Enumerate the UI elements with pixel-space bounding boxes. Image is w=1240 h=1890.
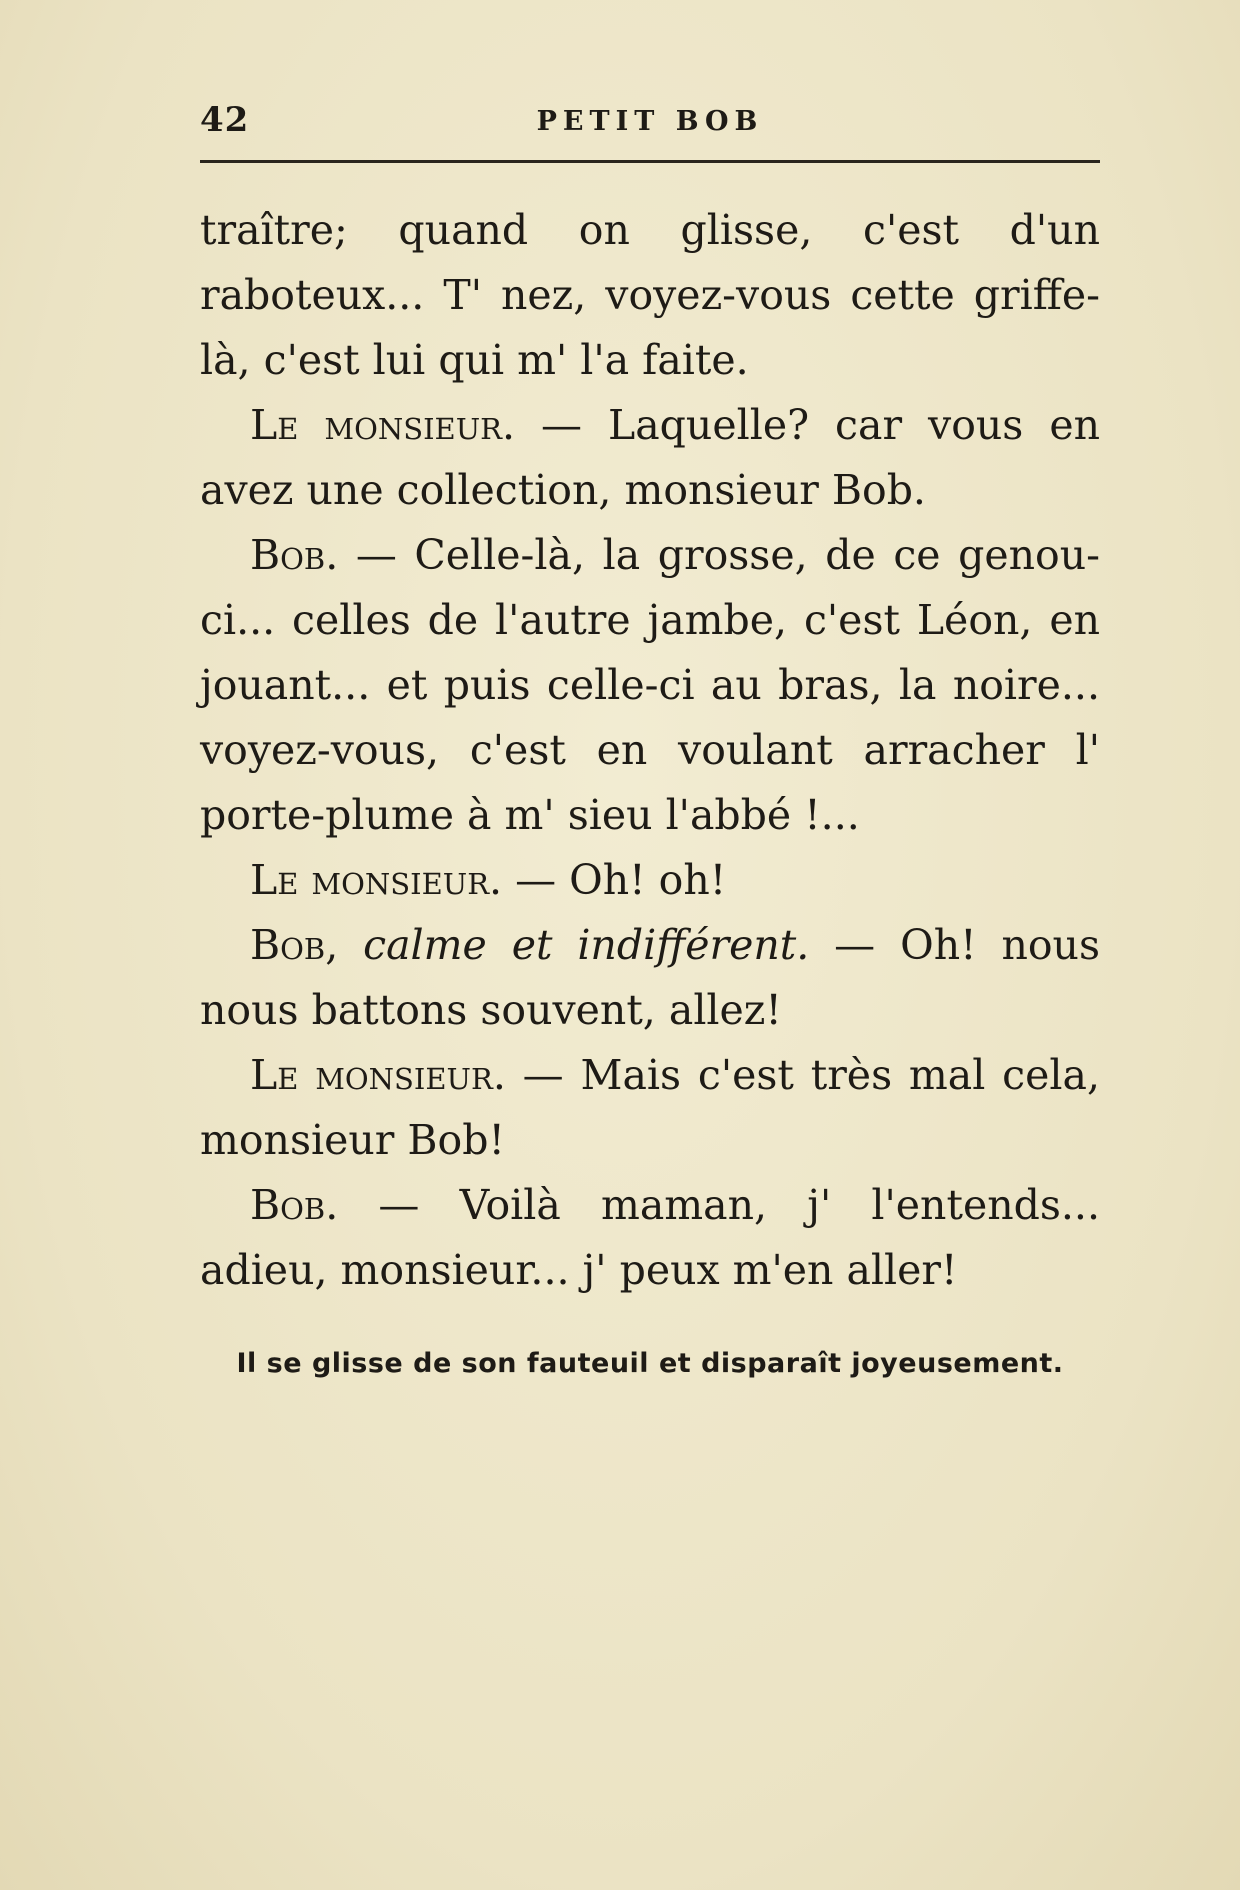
paragraph-text: traître; quand on glisse, c'est d'un raboteux... T' nez, voyez-vous cette griffe-là, c'est lui qui m' l'a faite. bbox=[200, 206, 1100, 384]
speaker-direction: calme et indifférent. bbox=[338, 921, 810, 969]
page-number: 42 bbox=[200, 100, 250, 140]
dialogue-text: — Mais c'est très mal cela, monsieur Bob! bbox=[200, 1051, 1100, 1164]
running-title: PETIT BOB bbox=[536, 106, 764, 137]
dialogue-line bbox=[200, 523, 1100, 848]
page-header bbox=[200, 100, 1100, 140]
speaker-name: Bob. bbox=[250, 1181, 339, 1229]
dialogue-text: — Celle-là, la grosse, de ce genou-ci... celles de l'autre jambe, c'est Léon, en jouant... et puis celle-ci au bras, la noire... voyez-vous, c'est en voulant arracher l' porte-plume à m' sieu l'abbé !... bbox=[200, 531, 1100, 839]
speaker-name: Bob. bbox=[250, 531, 339, 579]
dialogue-line bbox=[200, 1043, 1100, 1173]
header-rule bbox=[200, 160, 1100, 163]
dialogue-text: — Oh! oh! bbox=[502, 856, 727, 904]
dialogue-text: — Voilà maman, j' l'entends... adieu, monsieur... j' peux m'en aller! bbox=[200, 1181, 1100, 1294]
speaker-name: Le monsieur. bbox=[250, 856, 503, 904]
speaker-name: Bob, bbox=[250, 921, 339, 969]
dialogue-text: — Laquelle? car vous en avez une collection, monsieur Bob. bbox=[200, 401, 1100, 514]
speaker-name: Le monsieur. bbox=[250, 401, 516, 449]
dialogue-line bbox=[200, 848, 1100, 913]
dialogue-text: — Oh! nous nous battons souvent, allez! bbox=[200, 921, 1100, 1034]
speaker-name: Le monsieur. bbox=[250, 1051, 506, 1099]
dialogue-line bbox=[200, 393, 1100, 523]
paragraph bbox=[200, 198, 1100, 393]
stage-direction: Il se glisse de son fauteuil et disparaît joyeusement. bbox=[236, 1348, 1064, 1379]
dialogue-line bbox=[200, 1173, 1100, 1303]
body-text bbox=[200, 198, 1100, 1303]
dialogue-line bbox=[200, 913, 1100, 1043]
